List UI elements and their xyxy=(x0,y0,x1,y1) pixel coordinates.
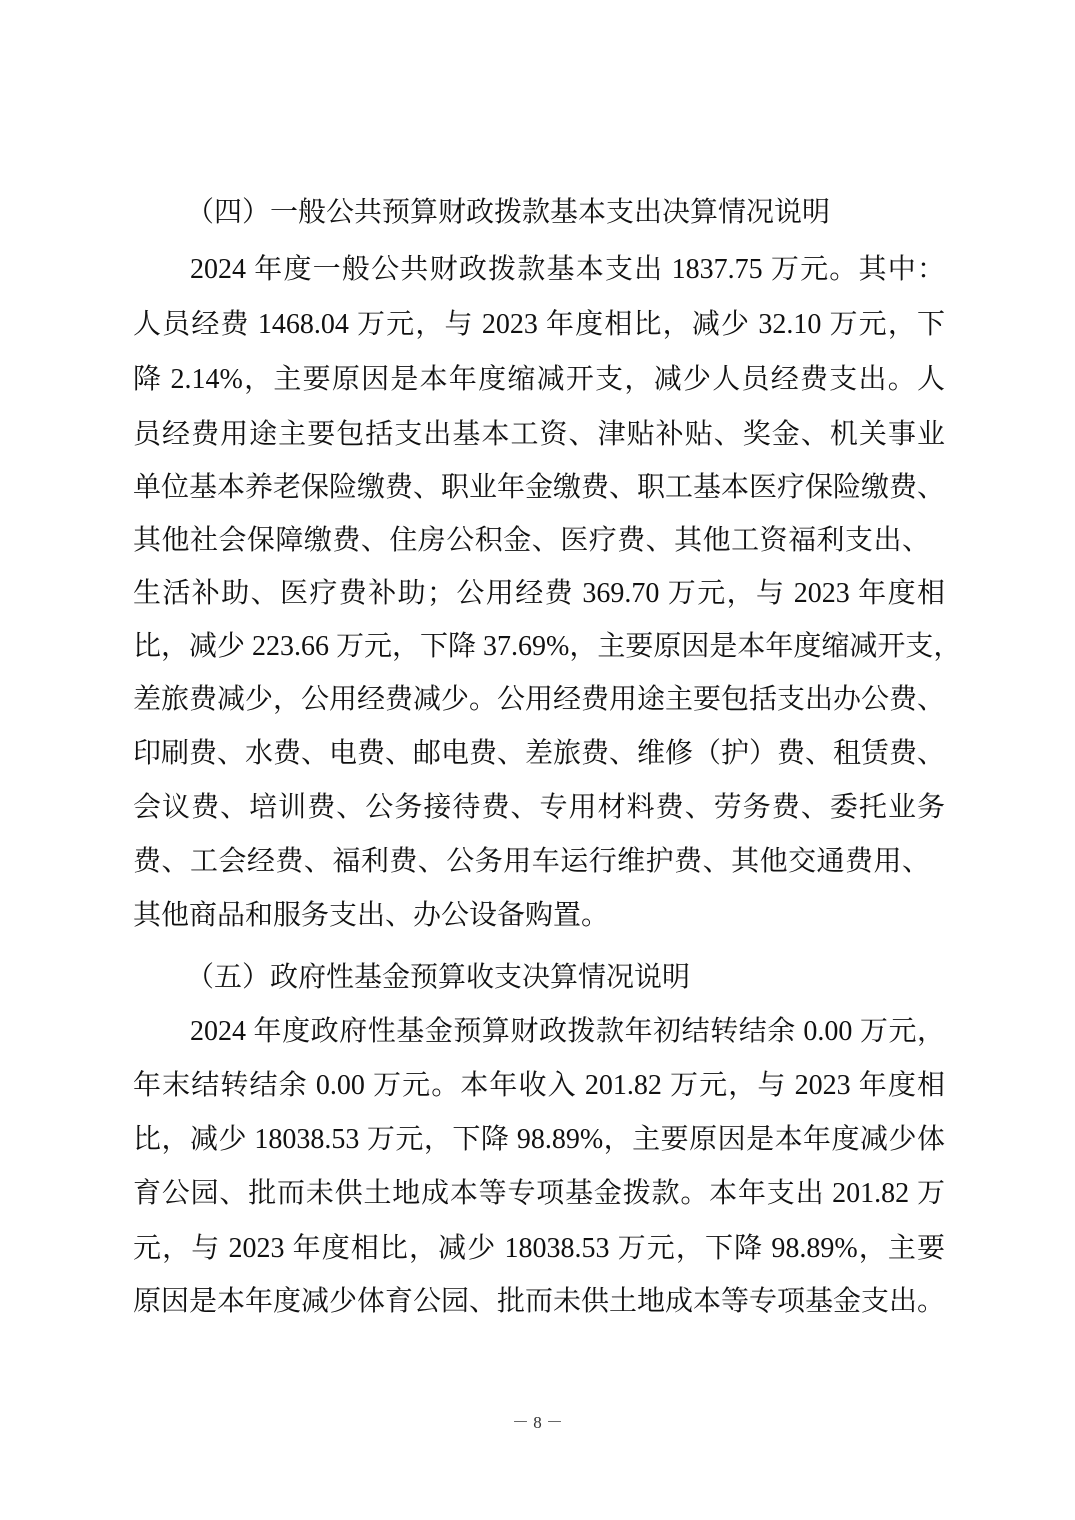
text-line: 比，减少 18038.53 万元，下降 98.89%，主要原因是本年度减少体 xyxy=(133,1124,945,1155)
text-line: 降 2.14%，主要原因是本年度缩减开支，减少人员经费支出。人 xyxy=(133,364,945,395)
text-line: 单位基本养老保险缴费、职业年金缴费、职工基本医疗保险缴费、 xyxy=(133,472,946,503)
text-line: 2024 年度一般公共财政拨款基本支出 1837.75 万元。其中： xyxy=(190,254,945,285)
page-number: － 8 － xyxy=(512,1413,563,1432)
text-line: 其他社会保障缴费、住房公积金、医疗费、其他工资福利支出、 xyxy=(133,525,930,556)
text-line: 人员经费 1468.04 万元，与 2023 年度相比，减少 32.10 万元，下 xyxy=(133,309,945,340)
text-line: 会议费、培训费、公务接待费、专用材料费、劳务费、委托业务 xyxy=(133,792,945,823)
section-5-heading: （五）政府性基金预算收支决算情况说明 xyxy=(186,962,691,993)
text-line: 印刷费、水费、电费、邮电费、差旅费、维修（护）费、租赁费、 xyxy=(133,738,946,769)
text-line: 2024 年度政府性基金预算财政拨款年初结转结余 0.00 万元， xyxy=(190,1016,945,1047)
text-line: 元，与 2023 年度相比，减少 18038.53 万元，下降 98.89%，主要 xyxy=(133,1233,945,1264)
text-line: 生活补助、医疗费补助；公用经费 369.70 万元，与 2023 年度相 xyxy=(133,578,945,609)
text-line: 费、工会经费、福利费、公务用车运行维护费、其他交通费用、 xyxy=(133,846,930,877)
text-line: 年末结转结余 0.00 万元。本年收入 201.82 万元，与 2023 年度相 xyxy=(133,1070,945,1101)
section-4-heading: （四）一般公共预算财政拨款基本支出决算情况说明 xyxy=(186,197,831,228)
text-line: 原因是本年度减少体育公园、批而未供土地成本等专项基金支出。 xyxy=(133,1286,946,1317)
text-line: 育公园、批而未供土地成本等专项基金拨款。本年支出 201.82 万 xyxy=(133,1178,945,1209)
text-line: 员经费用途主要包括支出基本工资、津贴补贴、奖金、机关事业 xyxy=(133,419,945,450)
text-line: 其他商品和服务支出、办公设备购置。 xyxy=(133,900,610,931)
text-line: 比，减少 223.66 万元，下降 37.69%，主要原因是本年度缩减开支， xyxy=(133,631,962,662)
text-line: 差旅费减少，公用经费减少。公用经费用途主要包括支出办公费、 xyxy=(133,684,946,715)
